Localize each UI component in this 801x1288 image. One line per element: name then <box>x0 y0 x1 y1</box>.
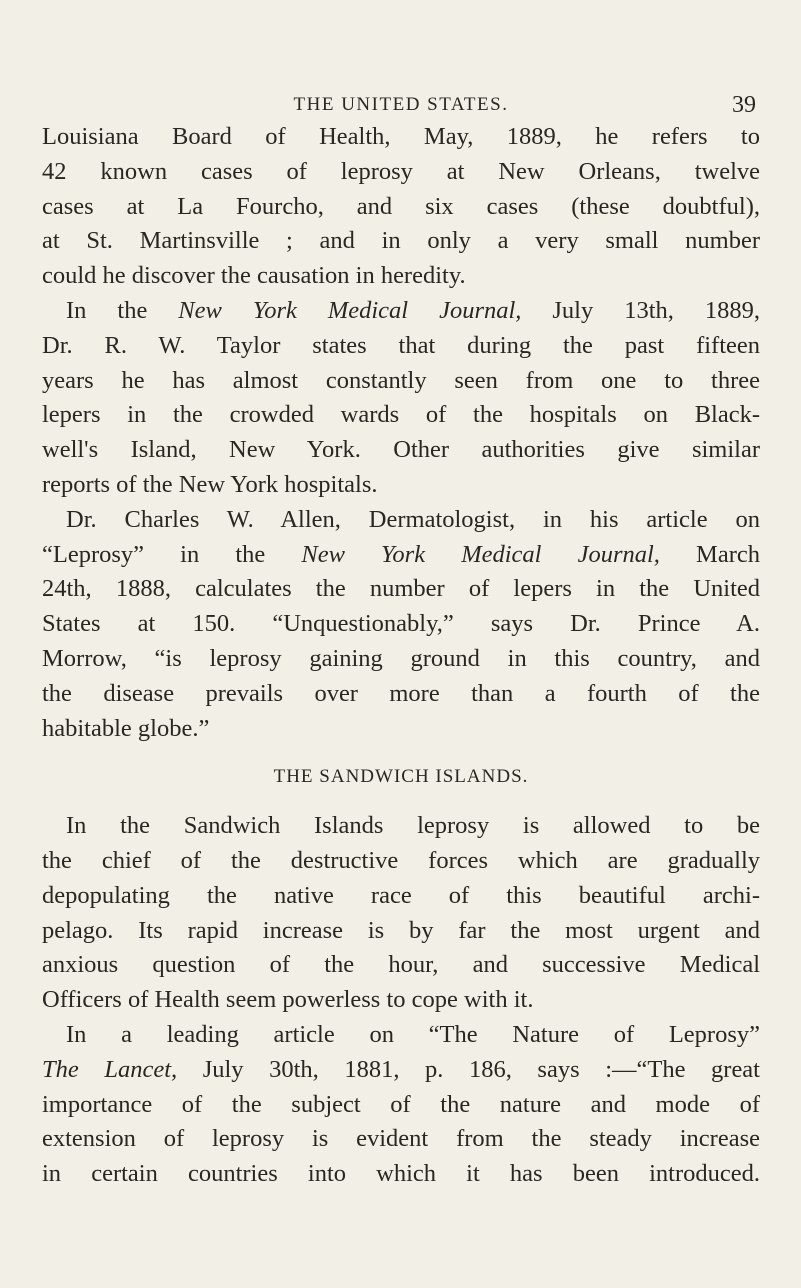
text-line: could he discover the causation in heredity. <box>42 262 466 290</box>
text-line: Louisiana Board of Health, May, 1889, he refers to <box>42 123 760 150</box>
text-line: 42 known cases of leprosy at New Orleans, twelve <box>42 157 760 185</box>
text-line: well's Island, New York. Other authorities give similar <box>42 436 760 464</box>
body-text <box>42 120 760 1192</box>
text-line <box>42 1053 760 1088</box>
text-line: depopulating the native race of this beautiful archi- <box>42 881 760 909</box>
journal-title: The Lancet, <box>42 1055 178 1083</box>
text-fragment: July 30th, 1881, p. 186, says :—“The great <box>177 1055 760 1083</box>
text-line: States at 150. “Unquestionably,” says Dr. Prince A. <box>42 610 760 638</box>
text-line: cases at La Fourcho, and six cases (these doubtful), <box>42 192 760 220</box>
text-line: 24th, 1888, calculates the number of lepers in the United <box>42 575 760 603</box>
text-fragment: In the <box>66 296 179 324</box>
text-fragment: July 13th, 1889, <box>521 296 760 324</box>
paragraph <box>42 294 760 503</box>
text-line: pelago. Its rapid increase is by far the most urgent and <box>42 916 760 944</box>
text-line: the chief of the destructive forces which are gradually <box>42 846 760 874</box>
text-line: years he has almost constantly seen from one to three <box>42 366 760 394</box>
text-line: Morrow, “is leprosy gaining ground in this country, and <box>42 644 760 672</box>
section-heading: THE SANDWICH ISLANDS. <box>273 766 529 788</box>
paragraph <box>42 809 760 1018</box>
text-line: importance of the subject of the nature and mode of <box>42 1090 760 1118</box>
text-line: reports of the New York hospitals. <box>42 470 378 498</box>
text-fragment: “Leprosy” in the <box>42 540 302 568</box>
text-line: habitable globe.” <box>42 714 210 742</box>
text-line: Dr. Charles W. Allen, Dermatologist, in his article on <box>66 505 760 533</box>
text-line: Dr. R. W. Taylor states that during the past fifteen <box>42 331 760 359</box>
paragraph <box>42 1018 760 1192</box>
text-line: In a leading article on “The Nature of Leprosy” <box>66 1020 760 1048</box>
text-fragment: March <box>659 540 760 568</box>
text-line: at St. Martinsville ; and in only a very small number <box>42 227 760 255</box>
running-head <box>42 92 760 122</box>
paragraph <box>42 503 760 747</box>
text-line <box>42 294 760 329</box>
text-line: Officers of Health seem powerless to cope with it. <box>42 986 534 1014</box>
text-line: in certain countries into which it has been introduced. <box>42 1160 760 1188</box>
text-line <box>42 538 760 573</box>
journal-title: New York Medical Journal, <box>301 540 660 568</box>
text-line: the disease prevails over more than a fourth of the <box>42 679 760 707</box>
page-number: 39 <box>732 92 756 118</box>
text-line: lepers in the crowded wards of the hospitals on Black- <box>42 401 760 429</box>
journal-title: New York Medical Journal, <box>178 296 522 324</box>
running-title: THE UNITED STATES. <box>293 94 509 115</box>
text-line: anxious question of the hour, and successive Medical <box>42 951 760 979</box>
text-line: In the Sandwich Islands leprosy is allowed to be <box>66 812 760 840</box>
paragraph <box>42 120 760 294</box>
text-line: extension of leprosy is evident from the steady increase <box>42 1125 760 1153</box>
